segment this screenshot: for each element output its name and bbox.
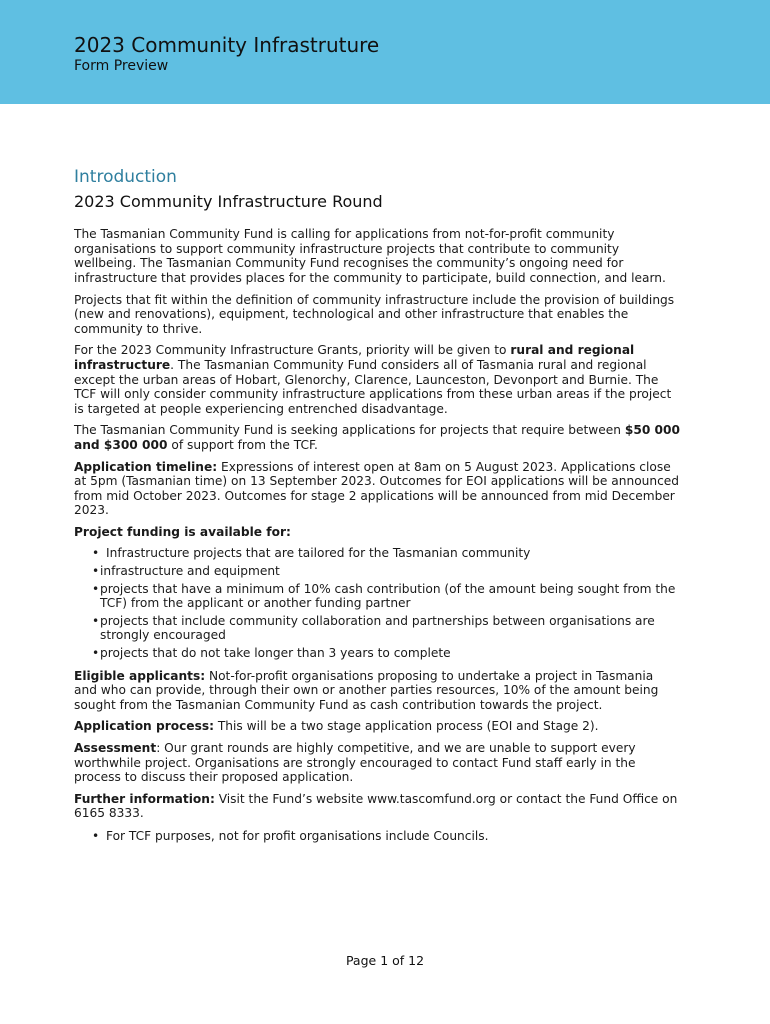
- further-info-text: Visit the Fund’s website www.tascomfund.org or contact the Fund Office on 6165 8333.: [74, 791, 678, 821]
- form-title: 2023 Community Infrastruture: [74, 33, 380, 57]
- further-info-label: Further information:: [74, 791, 215, 806]
- round-title: 2023 Community Infrastructure Round: [74, 191, 383, 211]
- eligible-paragraph: [74, 669, 680, 713]
- funding-range-text-a: The Tasmanian Community Fund is seeking applications for projects that require between: [74, 423, 625, 438]
- list-item: • For TCF purposes, not for profit organisations include Councils.: [92, 829, 680, 844]
- process-paragraph: [74, 719, 680, 734]
- page-header: [0, 0, 770, 104]
- priority-paragraph: [74, 343, 680, 416]
- form-content: [74, 167, 680, 844]
- intro-paragraph-1: The Tasmanian Community Fund is calling for applications from not-for-profit community organisations to support community infrastructure projects that contribute to community wellbeing. The Tasmanian Community Fund recognises the community’s ongoing need for infrastructure that provides places for the community to participate, build connection, and learn.: [74, 227, 666, 285]
- list-item: • infrastructure and equipment: [92, 564, 680, 579]
- further-info-paragraph: [74, 792, 680, 821]
- assessment-text: : Our grant rounds are highly competitive, and we are unable to support every worthwhile project. Organisations are strongly encouraged to contact Fund staff early in the process to discuss their proposed application.: [74, 741, 636, 785]
- eligible-label: Eligible applicants:: [74, 668, 206, 683]
- priority-bold: rural and regional infrastructure: [74, 343, 635, 372]
- page-number: Page 1 of 12: [345, 953, 425, 968]
- note-list: [74, 829, 680, 844]
- assessment-paragraph: [74, 741, 680, 785]
- timeline-paragraph: [74, 460, 680, 518]
- section-heading: Introduction: [74, 167, 177, 187]
- assessment-label: Assessment: [74, 741, 157, 755]
- process-label: Application process:: [74, 719, 214, 734]
- timeline-text: Expressions of interest open at 8am on 5 August 2023. Applications close at 5pm (Tasmanian time) on 13 September 2023. Outcomes for EOI applications will be announced from mid October 2023. Outcomes for stage 2 applications will be announced from mid December 2023.: [74, 459, 680, 518]
- intro-paragraph-2: Projects that fit within the definition of community infrastructure include the provision of buildings (new and renovations), equipment, technological and other infrastructure that enables the community to thrive.: [74, 292, 675, 336]
- funding-list: [74, 546, 680, 660]
- priority-text-a: For the 2023 Community Infrastructure Grants, priority will be given to: [74, 343, 511, 358]
- form-subtitle: Form Preview: [74, 58, 169, 74]
- funding-range-bold: $50 000 and $300 000: [74, 423, 680, 452]
- list-item: • Infrastructure projects that are tailored for the Tasmanian community: [92, 546, 680, 561]
- list-item: • projects that do not take longer than 3 years to complete: [92, 646, 680, 661]
- list-item: • projects that include community collaboration and partnerships between organisations are strongly encouraged: [92, 614, 680, 643]
- funding-label-paragraph: [74, 525, 680, 540]
- funding-range-text-b: of support from the TCF.: [167, 437, 318, 452]
- priority-text-b: . The Tasmanian Community Fund considers all of Tasmania rural and regional except the urban areas of Hobart, Glenorchy, Clarence, Launceston, Devonport and Burnie. The TCF will only consider community infrastructure applications from these urban areas if the project is targeted at people experiencing entrenched disadvantage.: [74, 357, 672, 416]
- process-text: This will be a two stage application process (EOI and Stage 2).: [213, 719, 599, 734]
- funding-range-paragraph: [74, 423, 680, 452]
- eligible-text: Not-for-profit organisations proposing to undertake a project in Tasmania and who can provide, through their own or another parties resources, 10% of the amount being sought from the Tasmanian Community Fund as cash contribution towards the project.: [74, 668, 659, 712]
- timeline-label: Application timeline:: [74, 459, 218, 474]
- funding-label: Project funding is available for:: [74, 524, 291, 539]
- list-item: • projects that have a minimum of 10% cash contribution (of the amount being sought from the TCF) from the applicant or another funding partner: [92, 582, 680, 611]
